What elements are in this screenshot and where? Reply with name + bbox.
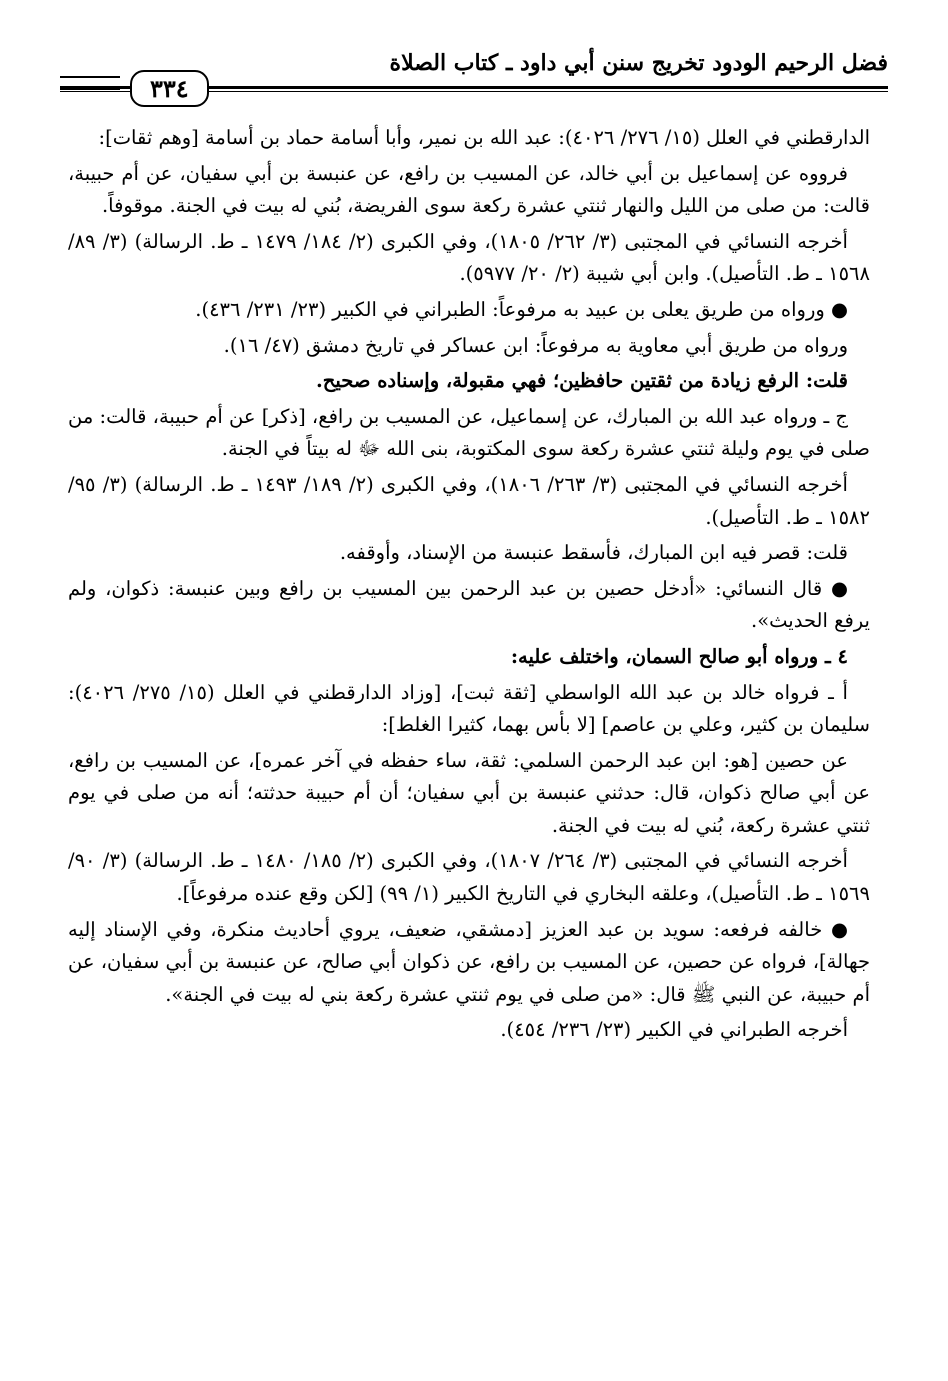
main-text — [68, 122, 870, 1352]
paragraph: عن حصين [هو: ابن عبد الرحمن السلمي: ثقة، ساء حفظه في آخر عمره]، عن المسيب بن رافع، عن أبي صالح ذكوان، قال: حدثني عنبسة بن أبي سفيان؛ أن أم حبيبة حدثته؛ أنه من صلى في يوم ثنتي عشرة ركعة، بُني له بيت في الجنة. — [68, 748, 870, 837]
paragraph: أخرجه النسائي في المجتبى (٣/ ٢٦٤/ ١٨٠٧)، وفي الكبرى (٢/ ١٨٥/ ١٤٨٠ ـ ط. الرسالة) (٣/ ٩٠/ ١٥٦٩ ـ ط. التأصيل)، وعلقه البخاري في التاريخ الكبير (١/ ٩٩) [لكن وقع عنده مرفوعاً]. — [68, 849, 870, 906]
page-number-ornament — [60, 76, 120, 90]
paragraph: ٤ ـ ورواه أبو صالح السمان، واختلف عليه: — [510, 644, 848, 668]
paragraph: أخرجه الطبراني في الكبير (٢٣/ ٢٣٦/ ٤٥٤). — [500, 1018, 848, 1042]
paragraph: أخرجه النسائي في المجتبى (٣/ ٢٦٣/ ١٨٠٦)، وفي الكبرى (٢/ ١٨٩/ ١٤٩٣ ـ ط. الرسالة) (٣/ ٩٥/ ١٥٨٢ ـ ط. التأصيل). — [68, 472, 870, 529]
page-number: ٣٣٤ — [130, 70, 209, 107]
paragraph: قلت: قصر فيه ابن المبارك، فأسقط عنبسة من الإسناد، وأوقفه. — [339, 541, 848, 565]
paragraph: ج ـ ورواه عبد الله بن المبارك، عن إسماعيل، عن المسيب بن رافع، [ذكر] عن أم حبيبة، قالت: من صلى في يوم وليلة ثنتي عشرة ركعة سوى المكتوبة، بنى الله ﷻ له بيتاً في الجنة. — [68, 404, 870, 461]
running-title: فضل الرحيم الودود تخريج سنن أبي داود ـ كتاب الصلاة — [389, 50, 888, 76]
paragraph: الدارقطني في العلل (١٥/ ٢٧٦/ ٤٠٢٦): عبد الله بن نمير، وأبا أسامة حماد بن أسامة [وهم ثقات]: — [98, 126, 870, 149]
paragraph: أ ـ فرواه خالد بن عبد الله الواسطي [ثقة ثبت]، [وزاد الدارقطني في العلل (١٥/ ٢٧٥/ ٤٠٢٦): سليمان بن كثير، وعلي بن عاصم] [لا بأس بهما، كثيرا الغلط]: — [68, 680, 870, 737]
paragraph: ● ورواه من طريق يعلى بن عبيد به مرفوعاً: الطبراني في الكبير (٢٣/ ٢٣١/ ٤٣٦). — [195, 297, 848, 321]
paragraph: قلت: الرفع زيادة من ثقتين حافظين؛ فهي مقبولة، وإسناده صحيح. — [316, 369, 848, 393]
paragraph: ورواه من طريق أبي معاوية به مرفوعاً: ابن عساكر في تاريخ دمشق (٤٧/ ١٦). — [223, 333, 848, 357]
paragraph: ● خالفه فرفعه: سويد بن عبد العزيز [دمشقي، ضعيف، يروي أحاديث منكرة، وفي الإسناد إليه جهالة]، فرواه عن حصين، عن المسيب بن رافع، عن ذكوان أبي صالح، عن عنبسة بن أبي سفيان، عن أم حبيبة، عن النبي ﷺ قال: «من صلى في يوم ثنتي عشرة ركعة بني له بيت في الجنة». — [68, 917, 870, 1006]
paragraph: أخرجه النسائي في المجتبى (٣/ ٢٦٢/ ١٨٠٥)، وفي الكبرى (٢/ ١٨٤/ ١٤٧٩ ـ ط. الرسالة) (٣/ ٨٩/ ١٥٦٨ ـ ط. التأصيل). وابن أبي شيبة (٢/ ٢٠/ ٥٩٧٧). — [68, 229, 870, 286]
paragraph: ● قال النسائي: «أدخل حصين بن عبد الرحمن بين المسيب بن رافع وبين عنبسة: ذكوان، ولم يرفع الحديث». — [68, 576, 870, 633]
paragraph: فرووه عن إسماعيل بن أبي خالد، عن المسيب بن رافع، عن عنبسة بن أبي سفيان، عن أم حبيبة، قالت: من صلى من الليل والنهار ثنتي عشرة ركعة سوى الفريضة، بُني له بيت في الجنة. موقوفاً. — [68, 161, 870, 218]
page-header — [60, 50, 888, 103]
